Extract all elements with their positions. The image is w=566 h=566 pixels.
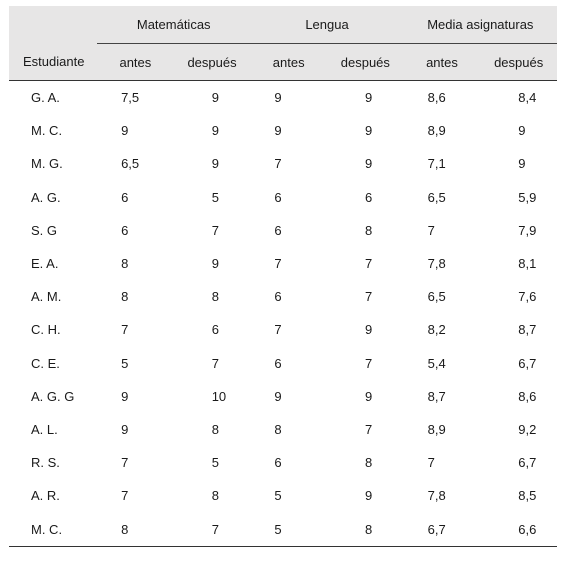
- grade-cell: 8: [327, 512, 404, 546]
- header-group-media: Media asignaturas: [404, 6, 557, 44]
- grade-cell: 5: [121, 355, 129, 371]
- header-sub-col: después: [480, 44, 557, 81]
- table-row: [9, 147, 557, 180]
- table-row: [9, 313, 557, 346]
- grade-cell: 7: [365, 256, 373, 272]
- table-row: [9, 280, 557, 313]
- student-name-cell: A. L.: [31, 421, 58, 437]
- student-name-cell: M. C.: [31, 123, 63, 139]
- header-student: Estudiante: [9, 44, 97, 81]
- grade-cell: 6,6: [480, 512, 557, 546]
- grade-cell: 9: [365, 90, 373, 106]
- grade-cell: 8: [97, 512, 174, 546]
- grade-cell: 9: [121, 123, 129, 139]
- grade-cell: 9,2: [518, 421, 537, 437]
- grade-cell: 6,7: [518, 455, 537, 471]
- grade-cell: 9: [518, 156, 526, 172]
- grade-cell: 7,8: [427, 256, 446, 272]
- grade-cell: 8,7: [518, 322, 537, 338]
- grade-cell: 8: [365, 222, 373, 238]
- grade-cell: 7: [365, 289, 373, 305]
- table-row: [9, 380, 557, 413]
- table-row: [9, 479, 557, 512]
- grade-cell: 7,1: [427, 156, 446, 172]
- grade-cell: 7: [427, 455, 435, 471]
- grade-cell: 9: [365, 123, 373, 139]
- grade-cell: 6,5: [427, 189, 446, 205]
- grade-cell: 6: [274, 189, 282, 205]
- grade-cell: 5: [211, 189, 219, 205]
- grades-table-container: [9, 6, 557, 547]
- student-name-cell: M. G.: [31, 156, 63, 172]
- grade-cell: 9: [211, 123, 219, 139]
- header-sub-col: antes: [97, 44, 174, 81]
- student-name-cell: A. G.: [31, 189, 61, 205]
- grade-cell: 8: [121, 289, 129, 305]
- grade-cell: 9: [121, 388, 129, 404]
- grade-cell: 9: [274, 388, 282, 404]
- student-name-cell: C. H.: [31, 322, 61, 338]
- grades-table: [9, 6, 557, 547]
- grade-cell: 5: [211, 455, 219, 471]
- student-name-cell: S. G: [31, 222, 58, 238]
- grade-cell: 9: [211, 156, 219, 172]
- grade-cell: 10: [211, 388, 227, 404]
- table-row: [9, 214, 557, 247]
- grade-cell: 7: [121, 488, 129, 504]
- grade-cell: 7,9: [518, 222, 537, 238]
- header-group-row: [9, 6, 557, 44]
- grade-cell: 7: [174, 512, 251, 546]
- header-empty-cell: [9, 6, 97, 44]
- grade-cell: 9: [365, 488, 373, 504]
- table-row: [9, 247, 557, 280]
- table-body: [9, 81, 557, 547]
- grade-cell: 7: [121, 455, 129, 471]
- grade-cell: 9: [211, 256, 219, 272]
- grade-cell: 8: [211, 488, 219, 504]
- table-row: [9, 114, 557, 147]
- grade-cell: 6: [121, 189, 129, 205]
- grade-cell: 6: [365, 189, 373, 205]
- grade-cell: 7: [121, 322, 129, 338]
- grade-cell: 7: [427, 222, 435, 238]
- grade-cell: 8: [211, 421, 219, 437]
- grade-cell: 7: [274, 322, 282, 338]
- grade-cell: 7,5: [121, 90, 140, 106]
- grade-cell: 9: [365, 388, 373, 404]
- grade-cell: 6,5: [427, 289, 446, 305]
- table-row: [9, 181, 557, 214]
- grade-cell: 7: [274, 156, 282, 172]
- header-group-matematicas: Matemáticas: [97, 6, 250, 44]
- student-name-cell: E. A.: [31, 256, 59, 272]
- grade-cell: 9: [274, 123, 282, 139]
- grade-cell: 5: [274, 488, 282, 504]
- grade-cell: 6,5: [121, 156, 140, 172]
- grade-cell: 6,7: [404, 512, 481, 546]
- grade-cell: 9: [518, 123, 526, 139]
- header-sub-col: antes: [250, 44, 327, 81]
- grade-cell: 9: [211, 90, 219, 106]
- grade-cell: 6: [274, 222, 282, 238]
- table-row: [9, 347, 557, 380]
- grade-cell: 6: [274, 355, 282, 371]
- header-group-lengua: Lengua: [250, 6, 403, 44]
- grade-cell: 8,7: [427, 388, 446, 404]
- table-row: [9, 413, 557, 446]
- grade-cell: 8,9: [427, 421, 446, 437]
- grade-cell: 8,2: [427, 322, 446, 338]
- header-sub-col: antes: [404, 44, 481, 81]
- grade-cell: 7,6: [518, 289, 537, 305]
- table-header: [9, 6, 557, 81]
- grade-cell: 7: [365, 355, 373, 371]
- grade-cell: 5,9: [518, 189, 537, 205]
- grade-cell: 9: [274, 90, 282, 106]
- grade-cell: 6: [211, 322, 219, 338]
- grade-cell: 5,4: [427, 355, 446, 371]
- header-sub-col: después: [174, 44, 251, 81]
- student-name-cell: G. A.: [31, 90, 60, 106]
- grade-cell: 9: [365, 156, 373, 172]
- grade-cell: 7: [211, 222, 219, 238]
- table-row: [9, 81, 557, 115]
- grade-cell: 7,8: [427, 488, 446, 504]
- grade-cell: 7: [274, 256, 282, 272]
- grade-cell: 8,5: [518, 488, 537, 504]
- grade-cell: 7: [365, 421, 373, 437]
- grade-cell: 8: [121, 256, 129, 272]
- grade-cell: 8: [365, 455, 373, 471]
- grade-cell: 7: [211, 355, 219, 371]
- student-name-cell: A. G. G: [31, 388, 75, 404]
- grade-cell: 8: [274, 421, 282, 437]
- grade-cell: 8,6: [427, 90, 446, 106]
- student-name-cell: A. M.: [31, 289, 62, 305]
- grade-cell: 6: [274, 455, 282, 471]
- grade-cell: 5: [250, 512, 327, 546]
- table-row: [9, 512, 557, 546]
- header-sub-row: [9, 44, 557, 81]
- grade-cell: 8,1: [518, 256, 537, 272]
- grade-cell: 8,9: [427, 123, 446, 139]
- grade-cell: 9: [121, 421, 129, 437]
- grade-cell: 6: [121, 222, 129, 238]
- header-sub-col: después: [327, 44, 404, 81]
- student-name-cell: R. S.: [31, 455, 60, 471]
- student-name-cell: M. C.: [9, 512, 97, 546]
- grade-cell: 6,7: [518, 355, 537, 371]
- grade-cell: 6: [274, 289, 282, 305]
- grade-cell: 8,6: [518, 388, 537, 404]
- student-name-cell: A. R.: [31, 488, 60, 504]
- table-row: [9, 446, 557, 479]
- student-name-cell: C. E.: [31, 355, 60, 371]
- grade-cell: 8,4: [518, 90, 537, 106]
- grade-cell: 9: [365, 322, 373, 338]
- grade-cell: 8: [211, 289, 219, 305]
